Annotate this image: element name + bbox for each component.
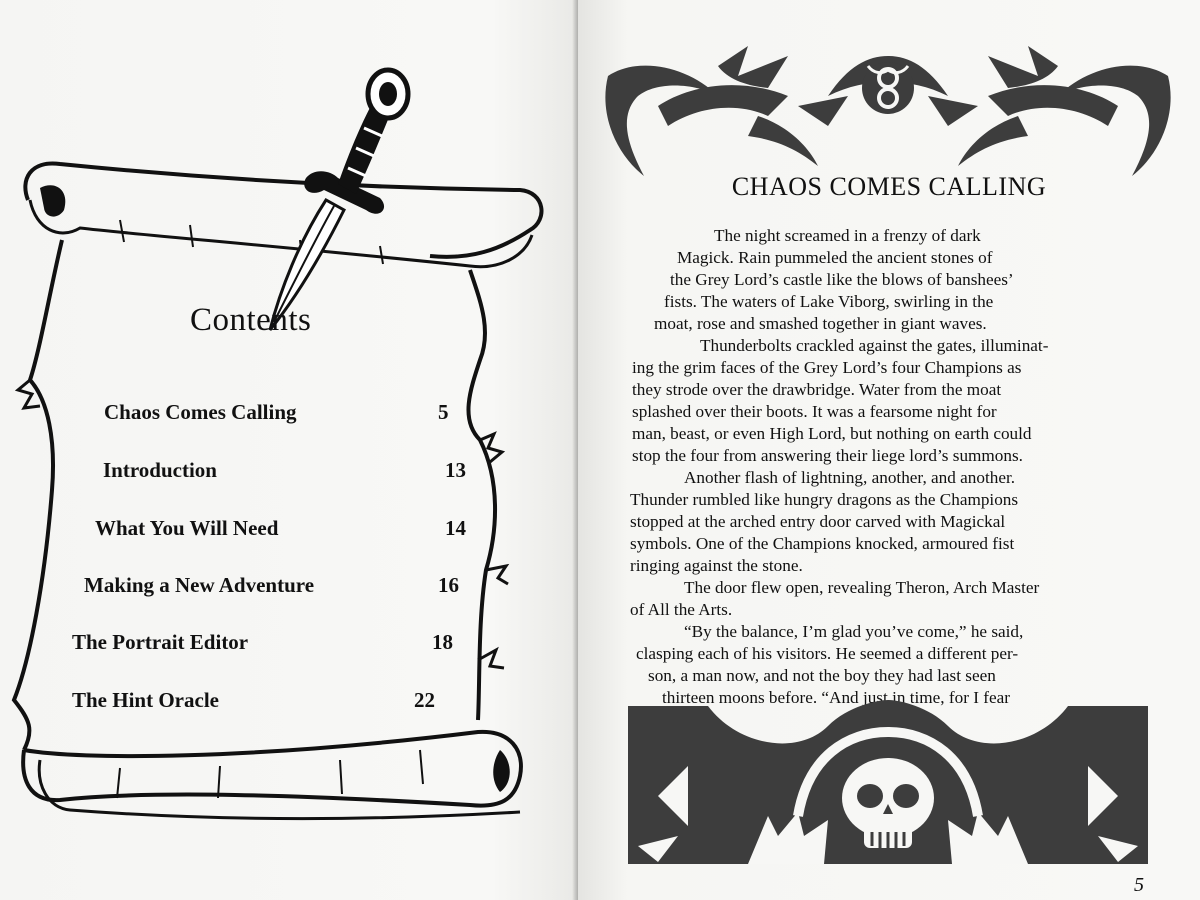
story-text-line: of All the Arts.	[630, 600, 733, 619]
toc-entry-making-a-new-adventure: Making a New Adventure	[84, 573, 315, 597]
story-text-line: symbols. One of the Champions knocked, armoured fist	[630, 534, 1015, 553]
toc-entry-chaos-comes-calling: Chaos Comes Calling	[104, 400, 297, 424]
contents-heading: Contents	[190, 302, 312, 338]
story-text-line: they strode over the drawbridge. Water from the moat	[632, 380, 1002, 399]
chapter-title: CHAOS COMES CALLING	[731, 172, 1047, 201]
story-text-line: thirteen moons before. “And just in time, for I fear	[662, 688, 1010, 707]
dagger-icon	[240, 60, 420, 340]
story-text-line: moat, rose and smashed together in giant waves.	[654, 314, 987, 333]
toc-page-number: 13	[445, 458, 466, 482]
celtic-knot-ornament	[598, 36, 1178, 186]
story-text-line: Thunderbolts crackled against the gates, illuminat-	[700, 336, 1049, 355]
story-text-line: Magick. Rain pummeled the ancient stones of	[677, 248, 993, 267]
story-text-line: Another flash of lightning, another, and another.	[684, 468, 1016, 487]
toc-page-number: 14	[445, 516, 466, 540]
story-text-line: The night screamed in a frenzy of dark	[714, 226, 981, 245]
toc-entry-introduction: Introduction	[103, 458, 217, 482]
toc-entry-the-hint-oracle: The Hint Oracle	[72, 688, 219, 712]
story-text-line: ringing against the stone.	[630, 556, 803, 575]
toc-entry-what-you-will-need: What You Will Need	[95, 516, 279, 540]
story-text-line: stop the four from answering their liege lord’s summons.	[632, 446, 1023, 465]
story-text-line: the Grey Lord’s castle like the blows of banshees’	[670, 270, 1014, 289]
story-text-line: The door flew open, revealing Theron, Arch Master	[684, 578, 1040, 597]
contents-page	[0, 0, 578, 900]
page-number: 5	[1134, 874, 1144, 896]
toc-page-number: 16	[438, 573, 459, 597]
story-page	[578, 0, 1200, 900]
toc-page-number: 5	[438, 400, 449, 424]
toc-entry-the-portrait-editor: The Portrait Editor	[72, 630, 249, 654]
story-text-line: “By the balance, I’m glad you’ve come,” he said,	[684, 622, 1024, 641]
toc-page-number: 22	[414, 688, 435, 712]
story-text-line: son, a man now, and not the boy they had last seen	[648, 666, 996, 685]
story-text-line: ing the grim faces of the Grey Lord’s four Champions as	[632, 358, 1022, 377]
skull-icon	[628, 686, 1148, 866]
story-text-line: Thunder rumbled like hungry dragons as the Champions	[630, 490, 1019, 509]
story-text-line: man, beast, or even High Lord, but nothing on earth could	[632, 424, 1032, 443]
story-text-line: fists. The waters of Lake Viborg, swirling in the	[664, 292, 994, 311]
story-text-line: splashed over their boots. It was a fearsome night for	[632, 402, 997, 421]
story-text-line: stopped at the arched entry door carved with Magickal	[630, 512, 1006, 531]
story-text-line: clasping each of his visitors. He seemed a different per-	[636, 644, 1019, 663]
toc-page-number: 18	[432, 630, 453, 654]
